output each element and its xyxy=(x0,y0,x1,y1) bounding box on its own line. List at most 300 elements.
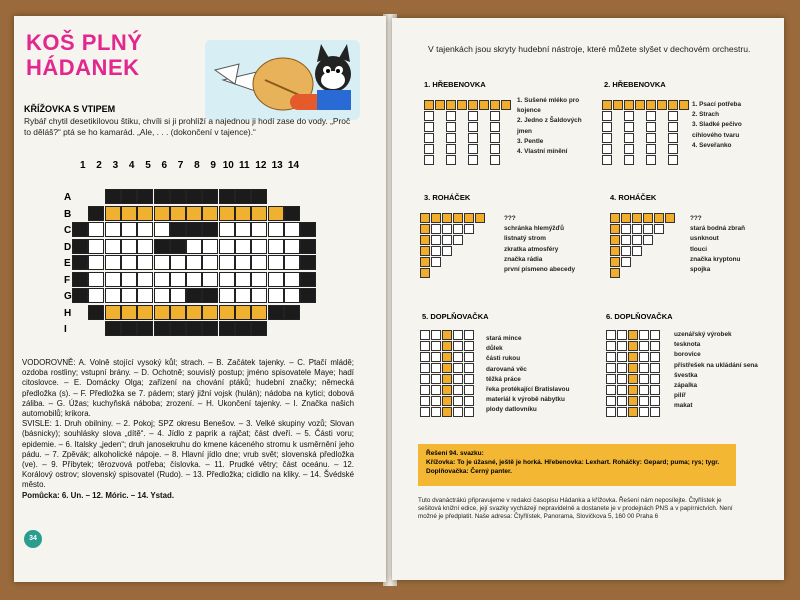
mini-cell xyxy=(424,155,434,165)
grid-cell xyxy=(72,272,88,287)
mini-cell xyxy=(628,341,638,351)
grid-cell xyxy=(121,239,137,254)
mini-cell xyxy=(420,257,430,267)
mini-cell xyxy=(420,268,430,278)
mini-cell xyxy=(624,111,634,121)
column-number: 2 xyxy=(96,160,102,171)
mini-cell xyxy=(617,363,627,373)
mini-cell xyxy=(431,363,441,373)
mini-cell xyxy=(639,407,649,417)
grid-cell xyxy=(154,206,170,221)
grid-cell xyxy=(268,255,284,270)
mini-cell xyxy=(468,100,478,110)
grid-cell xyxy=(170,288,186,303)
grid-cell xyxy=(219,255,235,270)
mini-cell xyxy=(650,396,660,406)
mini-cell xyxy=(442,407,452,417)
clue: listnatý strom xyxy=(504,235,546,243)
mini-cell xyxy=(453,341,463,351)
grid-cell xyxy=(170,321,186,336)
grid-cell xyxy=(186,206,202,221)
mini-cell xyxy=(453,407,463,417)
title-line-2: HÁDANEK xyxy=(26,55,140,80)
grid-cell xyxy=(137,206,153,221)
mini-cell xyxy=(646,144,656,154)
mini-cell xyxy=(479,100,489,110)
grid-cell xyxy=(251,255,267,270)
mini-cell xyxy=(602,155,612,165)
mini-cell xyxy=(624,144,634,154)
mini-cell xyxy=(435,100,445,110)
column-number: 11 xyxy=(239,160,250,171)
mini-cell xyxy=(606,385,616,395)
grid-cell xyxy=(137,305,153,320)
grid-cell xyxy=(170,206,186,221)
grid-cell xyxy=(219,305,235,320)
mini-cell xyxy=(424,100,434,110)
grid-cell xyxy=(235,239,251,254)
clue: makat xyxy=(674,402,693,410)
grid-cell xyxy=(170,255,186,270)
clue: důlek xyxy=(486,345,503,353)
grid-cell xyxy=(105,206,121,221)
grid-cell xyxy=(105,272,121,287)
mini-cell xyxy=(610,213,620,223)
grid-cell xyxy=(219,321,235,336)
clues-hint: Pomůcka: 6. Un. – 12. Móric. – 14. Ystad. xyxy=(22,490,175,500)
grid-cell xyxy=(251,272,267,287)
mini-cell xyxy=(606,374,616,384)
mini-cell xyxy=(453,374,463,384)
clue: ??? xyxy=(504,215,516,222)
grid-cell xyxy=(202,189,218,204)
mini-cell xyxy=(490,144,500,154)
grid-cell xyxy=(251,206,267,221)
mini-cell xyxy=(442,352,452,362)
mini-cell xyxy=(420,235,430,245)
mini-cell xyxy=(621,224,631,234)
clue: zkratka atmosféry xyxy=(504,245,559,253)
mini-cell xyxy=(628,385,638,395)
grid-cell xyxy=(202,288,218,303)
column-number: 6 xyxy=(161,160,168,171)
clue: značka rádia xyxy=(504,255,543,263)
clue: usnknout xyxy=(690,235,719,243)
mini-cell xyxy=(602,111,612,121)
mini-cell xyxy=(442,235,452,245)
mini-cell xyxy=(657,100,667,110)
crossword-heading: KŘÍŽOVKA S VTIPEM xyxy=(24,104,116,114)
mini-cell xyxy=(679,100,689,110)
mini-cell xyxy=(643,224,653,234)
grid-cell xyxy=(251,288,267,303)
mini-cell xyxy=(424,133,434,143)
clue: 4. Vlastní mínění xyxy=(517,148,568,156)
grid-cell xyxy=(219,272,235,287)
clue: borovice xyxy=(674,351,701,359)
mini-cell xyxy=(606,407,616,417)
puzzle-6-title: 6. DOPLŇOVAČKA xyxy=(606,312,673,321)
grid-cell xyxy=(300,239,316,254)
mini-cell xyxy=(431,224,441,234)
grid-cell xyxy=(202,222,218,237)
grid-cell xyxy=(202,206,218,221)
clue: stará bodná zbraň xyxy=(690,225,746,233)
grid-cell xyxy=(72,288,88,303)
mini-cell xyxy=(420,352,430,362)
mini-cell xyxy=(624,155,634,165)
clue: 2. Strach xyxy=(692,111,719,119)
clue: tesknota xyxy=(674,341,701,349)
puzzle-3-title: 3. ROHÁČEK xyxy=(424,193,471,202)
mini-cell xyxy=(602,100,612,110)
mini-cell xyxy=(628,330,638,340)
puzzle-4-title: 4. ROHÁČEK xyxy=(610,193,657,202)
clues-across: VODOROVNĚ: A. Volně stojící vysoký kůl; strach. – B. Začátek tajenky. – C. Ptačí mládě; ozdoba rostliny; vstupní brány. – D. Ochotně; souvislý postup; jméno spisovatele Maye; hadí citoslovce. – E. Domácky Olga; zařízení na chování ptáků; hudební značky; německá předložka (s). – F. Předložka se 7. pádem; starý jižní vojsk (hulán); nádoba na kytici; dobová záliba. – G. Úžas; kuchyňská náboba; zrození. – H. Ukončení tajenky. – I. Značka našich automobilů; krikora. xyxy=(22,358,354,419)
grid-cell xyxy=(121,255,137,270)
mini-cell xyxy=(453,235,463,245)
mini-cell xyxy=(453,213,463,223)
mini-cell xyxy=(617,374,627,384)
grid-cell xyxy=(235,222,251,237)
mini-cell xyxy=(632,213,642,223)
mini-cell xyxy=(654,224,664,234)
grid-cell xyxy=(88,206,104,221)
grid-cell xyxy=(137,239,153,254)
clue: 2. Jedno z Šaldových jmen xyxy=(517,117,582,135)
mini-cell xyxy=(468,111,478,121)
mini-cell xyxy=(610,224,620,234)
crossword-intro: Rybář chytil desetikilovou štiku, chvíli si ji prohlíží a najednou ji hodí zase do vody. „Proč to děláš?“ ptá se ho kamarád. „Ale, . . . (dokončení v tajence).“ xyxy=(24,116,351,137)
mini-cell xyxy=(628,396,638,406)
column-number: 3 xyxy=(112,160,119,171)
mini-cell xyxy=(610,257,620,267)
clue: 1. Sušené mléko pro kojence xyxy=(517,97,580,115)
puzzle-5-title: 5. DOPLŇOVAČKA xyxy=(422,312,489,321)
row-letter: F xyxy=(64,274,71,286)
grid-cell xyxy=(186,239,202,254)
cat-mascot-icon xyxy=(205,40,360,120)
grid-cell xyxy=(251,222,267,237)
grid-cell xyxy=(251,239,267,254)
mini-cell xyxy=(431,407,441,417)
mini-cell xyxy=(668,122,678,132)
mini-cell xyxy=(606,352,616,362)
puzzle-1-title: 1. HŘEBENOVKA xyxy=(424,80,486,89)
mini-cell xyxy=(624,100,634,110)
mini-cell xyxy=(420,407,430,417)
grid-cell xyxy=(219,206,235,221)
clue: části rukou xyxy=(486,355,521,363)
mini-cell xyxy=(617,385,627,395)
column-number: 13 xyxy=(271,160,283,171)
mini-cell xyxy=(431,246,441,256)
mini-cell xyxy=(446,155,456,165)
mini-cell xyxy=(453,330,463,340)
mini-cell xyxy=(668,144,678,154)
mini-cell xyxy=(431,374,441,384)
grid-cell xyxy=(121,321,137,336)
mini-cell xyxy=(468,122,478,132)
grid-cell xyxy=(235,255,251,270)
grid-cell xyxy=(235,272,251,287)
grid-cell xyxy=(170,189,186,204)
grid-cell xyxy=(235,321,251,336)
grid-cell xyxy=(121,206,137,221)
grid-cell xyxy=(186,255,202,270)
row-letter: G xyxy=(64,291,72,302)
mini-cell xyxy=(639,330,649,340)
mini-cell xyxy=(468,133,478,143)
mini-cell xyxy=(639,385,649,395)
mini-cell xyxy=(431,330,441,340)
grid-cell xyxy=(300,222,316,237)
grid-cell xyxy=(284,288,300,303)
grid-cell xyxy=(235,288,251,303)
mini-cell xyxy=(420,363,430,373)
grid-cell xyxy=(284,206,300,221)
mini-cell xyxy=(621,213,631,223)
mini-cell xyxy=(621,257,631,267)
grid-cell xyxy=(137,272,153,287)
mini-cell xyxy=(650,352,660,362)
mini-cell xyxy=(650,330,660,340)
mini-cell xyxy=(602,122,612,132)
mini-cell xyxy=(420,341,430,351)
grid-cell xyxy=(268,239,284,254)
mini-cell xyxy=(442,374,452,384)
grid-cell xyxy=(235,305,251,320)
mini-cell xyxy=(442,224,452,234)
grid-cell xyxy=(186,305,202,320)
grid-cell xyxy=(137,321,153,336)
grid-cell xyxy=(105,288,121,303)
mini-cell xyxy=(431,352,441,362)
mini-cell xyxy=(431,396,441,406)
grid-cell xyxy=(186,321,202,336)
solution-box xyxy=(418,444,736,486)
mini-cell xyxy=(668,100,678,110)
title-line-1: KOŠ PLNÝ xyxy=(26,30,143,55)
puzzle-2-title: 2. HŘEBENOVKA xyxy=(604,80,666,89)
mini-cell xyxy=(610,268,620,278)
mini-cell xyxy=(453,224,463,234)
grid-cell xyxy=(154,272,170,287)
mini-cell xyxy=(464,330,474,340)
solution-text: Křížovka: To je úžasné, ještě je horká. Hřebenovka: Lexhart. Roháčky: Gepard; puma; rys; tygr. Doplňovačka: Černý panter. xyxy=(426,459,720,475)
clue: ??? xyxy=(690,215,702,222)
grid-cell xyxy=(154,255,170,270)
mini-cell xyxy=(464,363,474,373)
mini-cell xyxy=(446,144,456,154)
mini-cell xyxy=(639,363,649,373)
mini-cell xyxy=(639,341,649,351)
grid-cell xyxy=(121,222,137,237)
footer-note: Tuto dvanáctrákú připravujeme v redakci časopisu Hádanka a křížovka. Řešení nám neposílejte. Čtyřlístek je sešitová knižní edice, její svazky vycházejí nepravidelně a dostanete je v prodejnách PNS a v papírnictvích. Není možné je předplatit. Naše adresa: Čtyřlístek, Panorama, Slovičkova 5, 160 00 Praha 6 xyxy=(418,497,733,520)
mini-cell xyxy=(442,213,452,223)
row-letter: H xyxy=(64,307,72,319)
mini-cell xyxy=(475,213,485,223)
mini-cell xyxy=(464,352,474,362)
mini-cell xyxy=(646,133,656,143)
row-letter: C xyxy=(64,225,72,236)
mini-cell xyxy=(650,407,660,417)
grid-cell xyxy=(170,272,186,287)
mini-cell xyxy=(639,352,649,362)
grid-cell xyxy=(202,255,218,270)
grid-cell xyxy=(202,321,218,336)
grid-cell xyxy=(88,239,104,254)
grid-cell xyxy=(251,321,267,336)
mini-cell xyxy=(464,374,474,384)
grid-cell xyxy=(121,189,137,204)
mini-cell xyxy=(490,111,500,121)
grid-cell xyxy=(219,222,235,237)
page-title xyxy=(26,30,142,80)
mini-cell xyxy=(621,246,631,256)
mini-cell xyxy=(446,122,456,132)
puzzle-3-clues xyxy=(504,214,604,275)
grid-cell xyxy=(284,272,300,287)
grid-cell xyxy=(72,222,88,237)
row-letter: I xyxy=(64,324,67,335)
grid-cell xyxy=(72,255,88,270)
mini-cell xyxy=(635,100,645,110)
grid-cell xyxy=(154,305,170,320)
grid-cell xyxy=(284,255,300,270)
mini-cell xyxy=(624,133,634,143)
mini-cell xyxy=(613,100,623,110)
mini-cell xyxy=(431,341,441,351)
grid-cell xyxy=(105,222,121,237)
mini-cell xyxy=(446,133,456,143)
grid-cell xyxy=(170,222,186,237)
mini-cell xyxy=(624,122,634,132)
clue: tlouci xyxy=(690,245,708,253)
puzzle-1-clues xyxy=(517,96,597,157)
mini-cell xyxy=(610,235,620,245)
grid-cell xyxy=(137,288,153,303)
mini-cell xyxy=(632,224,642,234)
mini-cell xyxy=(420,246,430,256)
mini-cell xyxy=(617,352,627,362)
mini-cell xyxy=(617,330,627,340)
mini-cell xyxy=(464,224,474,234)
grid-cell xyxy=(154,239,170,254)
mini-cell xyxy=(442,341,452,351)
grid-cell xyxy=(284,305,300,320)
column-number: 14 xyxy=(287,160,300,171)
mini-cell xyxy=(632,235,642,245)
mini-cell xyxy=(606,396,616,406)
grid-cell xyxy=(154,189,170,204)
puzzle-2-clues xyxy=(692,100,772,151)
mini-cell xyxy=(453,396,463,406)
grid-cell xyxy=(268,206,284,221)
grid-cell xyxy=(268,305,284,320)
mini-cell xyxy=(464,341,474,351)
mini-cell xyxy=(424,122,434,132)
mini-cell xyxy=(446,111,456,121)
mini-cell xyxy=(606,341,616,351)
column-number: 8 xyxy=(194,160,200,171)
clue: darovaná věc xyxy=(486,365,527,373)
mini-cell xyxy=(621,235,631,245)
column-number: 12 xyxy=(255,160,267,171)
column-number: 9 xyxy=(210,160,216,171)
clue: stará mince xyxy=(486,335,522,342)
grid-cell xyxy=(235,206,251,221)
grid-cell xyxy=(88,222,104,237)
mini-cell xyxy=(650,374,660,384)
mini-cell xyxy=(446,100,456,110)
mini-cell xyxy=(632,246,642,256)
clue: schránka hlemýžďů xyxy=(504,225,565,233)
mini-cell xyxy=(453,385,463,395)
crossword-clues xyxy=(22,358,354,501)
mini-cell xyxy=(468,155,478,165)
grid-cell xyxy=(105,239,121,254)
mini-cell xyxy=(646,155,656,165)
mini-cell xyxy=(665,213,675,223)
clue: značka kryptonu xyxy=(690,255,741,263)
clover-page-icon: 34 xyxy=(24,530,42,548)
mini-cell xyxy=(501,100,511,110)
mini-cell xyxy=(424,144,434,154)
mini-cell xyxy=(442,330,452,340)
clue: 4. Seveřanko xyxy=(692,141,732,149)
grid-cell xyxy=(300,255,316,270)
grid-cell xyxy=(235,189,251,204)
clue: materiál k výrobě nábytku xyxy=(486,396,565,404)
mini-cell xyxy=(643,235,653,245)
clue: 3. Pentle xyxy=(517,137,544,145)
grid-cell xyxy=(137,255,153,270)
grid-cell xyxy=(251,189,267,204)
mini-cell xyxy=(628,374,638,384)
mini-cell xyxy=(643,213,653,223)
grid-cell xyxy=(219,288,235,303)
clue: přístřešek na ukládání sena xyxy=(674,361,758,369)
clue: první písmeno abecedy xyxy=(504,266,576,274)
grid-cell xyxy=(72,239,88,254)
grid-cell xyxy=(154,321,170,336)
grid-cell xyxy=(186,189,202,204)
mini-cell xyxy=(650,363,660,373)
mini-cell xyxy=(424,111,434,121)
mini-cell xyxy=(639,396,649,406)
grid-cell xyxy=(186,222,202,237)
grid-cell xyxy=(284,239,300,254)
mini-cell xyxy=(602,144,612,154)
row-letter: B xyxy=(64,208,72,220)
puzzle-5-clues xyxy=(486,334,601,416)
column-number: 7 xyxy=(177,160,184,171)
grid-cell xyxy=(137,222,153,237)
mini-cell xyxy=(668,133,678,143)
mini-cell xyxy=(431,257,441,267)
mini-cell xyxy=(490,133,500,143)
grid-cell xyxy=(300,272,316,287)
mini-cell xyxy=(420,374,430,384)
grid-cell xyxy=(268,222,284,237)
mini-cell xyxy=(464,385,474,395)
mini-cell xyxy=(628,363,638,373)
mini-cell xyxy=(602,133,612,143)
mini-cell xyxy=(639,374,649,384)
grid-cell xyxy=(202,305,218,320)
mini-cell xyxy=(628,407,638,417)
